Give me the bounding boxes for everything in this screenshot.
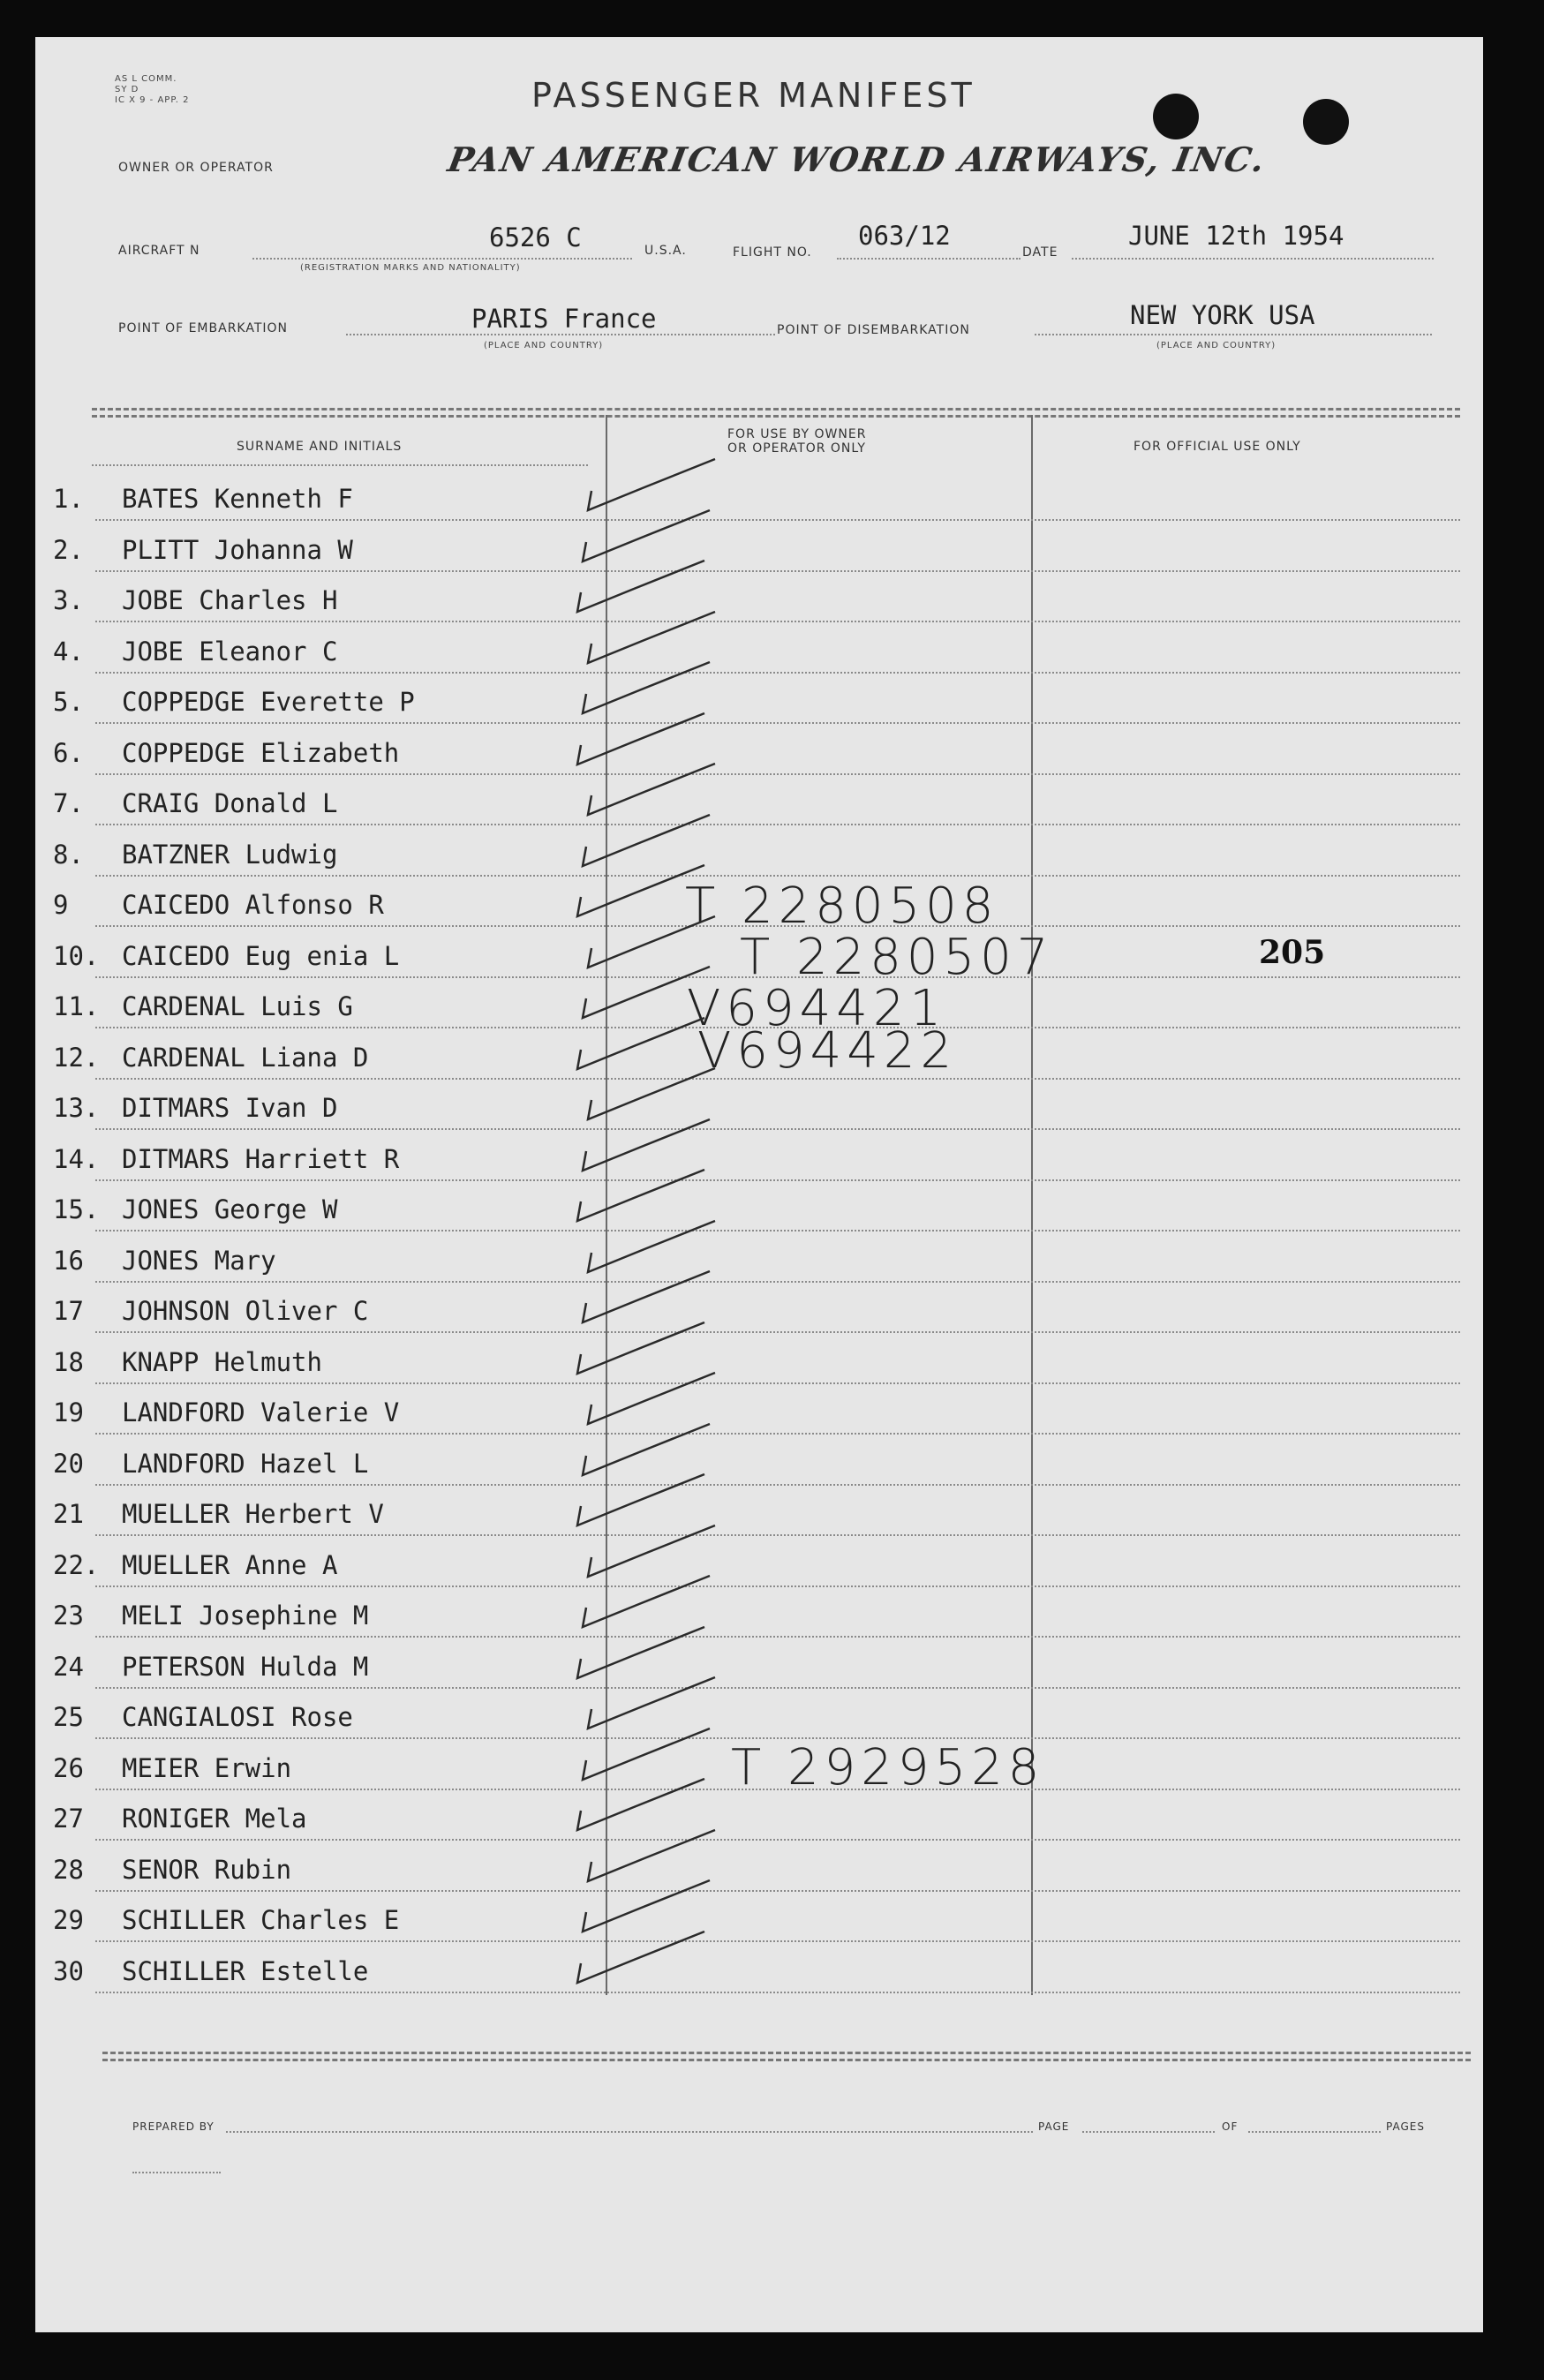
disembark-value: NEW YORK USA xyxy=(1130,300,1315,330)
passenger-number: 2. xyxy=(53,535,84,565)
checkmark xyxy=(583,1880,710,1932)
checkmark xyxy=(577,865,704,916)
embark-value: PARIS France xyxy=(471,304,657,334)
checkmark xyxy=(583,662,710,713)
passenger-number: 5. xyxy=(53,687,84,717)
pages-label: PAGES xyxy=(1386,2120,1425,2133)
passenger-name: JOBE Charles H xyxy=(122,585,338,615)
corner-code-2: SY D xyxy=(115,85,139,94)
passenger-number: 7. xyxy=(53,788,84,818)
passenger-name: SENOR Rubin xyxy=(122,1855,292,1885)
embark-label: POINT OF EMBARKATION xyxy=(118,321,289,335)
corner-code-1: AS L COMM. xyxy=(115,74,177,84)
passenger-number: 21 xyxy=(53,1499,84,1529)
passenger-number: 26 xyxy=(53,1753,84,1783)
passenger-number: 25 xyxy=(53,1702,84,1732)
usa-label: U.S.A. xyxy=(644,244,687,258)
passenger-name: DITMARS Ivan D xyxy=(122,1093,338,1123)
handwritten-row26: T 2929528 xyxy=(731,1739,1045,1796)
passenger-number: 19 xyxy=(53,1397,84,1427)
passenger-name: RONIGER Mela xyxy=(122,1804,307,1834)
handwritten-row12: V694422 xyxy=(697,1022,958,1080)
passenger-number: 4. xyxy=(53,636,84,667)
passenger-number: 1. xyxy=(53,484,84,514)
page-label: PAGE xyxy=(1038,2120,1070,2133)
checkmark xyxy=(588,1373,715,1424)
disembark-label: POINT OF DISEMBARKATION xyxy=(777,323,970,337)
passenger-name: LANDFORD Hazel L xyxy=(122,1449,369,1479)
passenger-name: PLITT Johanna W xyxy=(122,535,353,565)
passenger-number: 28 xyxy=(53,1855,84,1885)
signature-line xyxy=(132,2172,221,2173)
checkmark xyxy=(577,1322,704,1374)
operator-name: PAN AMERICAN WORLD AIRWAYS, INC. xyxy=(445,139,1269,179)
passenger-name: CARDENAL Liana D xyxy=(122,1043,369,1073)
passenger-number: 10. xyxy=(53,941,100,971)
passenger-name: CAICEDO Eug enia L xyxy=(122,941,400,971)
passenger-name: MELI Josephine M xyxy=(122,1600,369,1631)
checkmark xyxy=(577,561,704,612)
passenger-name: MUELLER Herbert V xyxy=(122,1499,384,1529)
passenger-number: 17 xyxy=(53,1296,84,1326)
col-header-surname: SURNAME AND INITIALS xyxy=(237,440,403,454)
checkmark xyxy=(577,1779,704,1830)
passenger-name: KNAPP Helmuth xyxy=(122,1347,322,1377)
passenger-name: PETERSON Hulda M xyxy=(122,1652,369,1682)
handwritten-row10: T 2280507 xyxy=(740,929,1054,986)
disembark-place-note: (PLACE AND COUNTRY) xyxy=(1156,341,1277,350)
passenger-name: MUELLER Anne A xyxy=(122,1550,338,1580)
passenger-number: 22. xyxy=(53,1550,100,1580)
date-value: JUNE 12th 1954 xyxy=(1128,221,1344,251)
checkmark xyxy=(583,510,710,561)
table-bottom-rule xyxy=(102,2052,1471,2054)
prepared-by-line xyxy=(226,2131,1033,2133)
passenger-number: 6. xyxy=(53,738,84,768)
corner-code-3: IC X 9 - APP. 2 xyxy=(115,95,190,105)
passenger-number: 27 xyxy=(53,1804,84,1834)
checkmark xyxy=(588,1221,715,1272)
checkmark xyxy=(577,1170,704,1221)
of-line xyxy=(1248,2131,1381,2133)
passenger-number: 20 xyxy=(53,1449,84,1479)
passenger-name: JOBE Eleanor C xyxy=(122,636,338,667)
passenger-name: CRAIG Donald L xyxy=(122,788,338,818)
handwritten-row9: T 2280508 xyxy=(685,877,999,935)
passenger-name: BATES Kenneth F xyxy=(122,484,353,514)
checkmark xyxy=(577,1932,704,1983)
passenger-name: CARDENAL Luis G xyxy=(122,991,353,1021)
embark-place-note: (PLACE AND COUNTRY) xyxy=(484,341,604,350)
checkmark xyxy=(588,459,715,510)
col-header-owner-2: OR OPERATOR ONLY xyxy=(727,441,866,456)
aircraft-label: AIRCRAFT N xyxy=(118,244,200,258)
passenger-number: 23 xyxy=(53,1600,84,1631)
passenger-number: 18 xyxy=(53,1347,84,1377)
aircraft-value: 6526 C xyxy=(489,222,582,252)
flight-label: FLIGHT NO. xyxy=(733,245,812,260)
checkmark xyxy=(583,967,710,1018)
of-label: OF xyxy=(1222,2120,1239,2133)
owner-label: OWNER OR OPERATOR xyxy=(118,161,274,175)
passenger-number: 11. xyxy=(53,991,100,1021)
passenger-name: DITMARS Harriett R xyxy=(122,1144,400,1174)
checkmark xyxy=(583,1424,710,1475)
table-bottom-rule-2 xyxy=(102,2059,1471,2061)
flight-value: 063/12 xyxy=(858,221,951,251)
checkmark xyxy=(577,713,704,764)
date-label: DATE xyxy=(1022,245,1058,260)
passenger-number: 14. xyxy=(53,1144,100,1174)
passenger-number: 29 xyxy=(53,1905,84,1935)
checkmark xyxy=(583,1271,710,1322)
checkmark xyxy=(588,764,715,815)
checkmark xyxy=(583,1729,710,1780)
passenger-name: SCHILLER Estelle xyxy=(122,1956,369,1986)
col-header-owner-1: FOR USE BY OWNER xyxy=(727,427,867,441)
checkmark xyxy=(588,1677,715,1729)
registration-note: (REGISTRATION MARKS AND NATIONALITY) xyxy=(300,263,521,273)
passenger-name: MEIER Erwin xyxy=(122,1753,292,1783)
checkmark xyxy=(583,815,710,866)
checkmark xyxy=(588,1525,715,1577)
passenger-number: 16 xyxy=(53,1246,84,1276)
handwritten-row11: V694421 xyxy=(687,980,947,1037)
page-line xyxy=(1082,2131,1215,2133)
checkmark xyxy=(577,1474,704,1525)
passenger-number: 15. xyxy=(53,1194,100,1224)
passenger-name: BATZNER Ludwig xyxy=(122,840,338,870)
passenger-name: COPPEDGE Elizabeth xyxy=(122,738,400,768)
checkmark xyxy=(588,1068,715,1119)
form-title: PASSENGER MANIFEST xyxy=(531,76,975,115)
col-header-official: FOR OFFICIAL USE ONLY xyxy=(1134,440,1301,454)
passenger-number: 12. xyxy=(53,1043,100,1073)
passenger-number: 13. xyxy=(53,1093,100,1123)
checkmark xyxy=(588,612,715,663)
passenger-name: CAICEDO Alfonso R xyxy=(122,890,384,920)
passenger-number: 9 xyxy=(53,890,69,920)
passenger-name: LANDFORD Valerie V xyxy=(122,1397,400,1427)
prepared-by-label: PREPARED BY xyxy=(132,2120,215,2133)
official-stamp: 205 xyxy=(1259,934,1326,971)
passenger-name: COPPEDGE Everette P xyxy=(122,687,415,717)
passenger-name: JONES Mary xyxy=(122,1246,276,1276)
checkmark xyxy=(583,1119,710,1171)
passenger-number: 3. xyxy=(53,585,84,615)
checkmark xyxy=(577,1018,704,1069)
checkmark xyxy=(588,916,715,968)
passenger-number: 30 xyxy=(53,1956,84,1986)
checkmark xyxy=(583,1576,710,1627)
checkmark xyxy=(577,1627,704,1678)
passenger-name: JOHNSON Oliver C xyxy=(122,1296,369,1326)
passenger-name: JONES George W xyxy=(122,1194,338,1224)
passenger-name: SCHILLER Charles E xyxy=(122,1905,400,1935)
passenger-number: 8. xyxy=(53,840,84,870)
passenger-number: 24 xyxy=(53,1652,84,1682)
passenger-name: CANGIALOSI Rose xyxy=(122,1702,353,1732)
checkmark xyxy=(588,1830,715,1881)
